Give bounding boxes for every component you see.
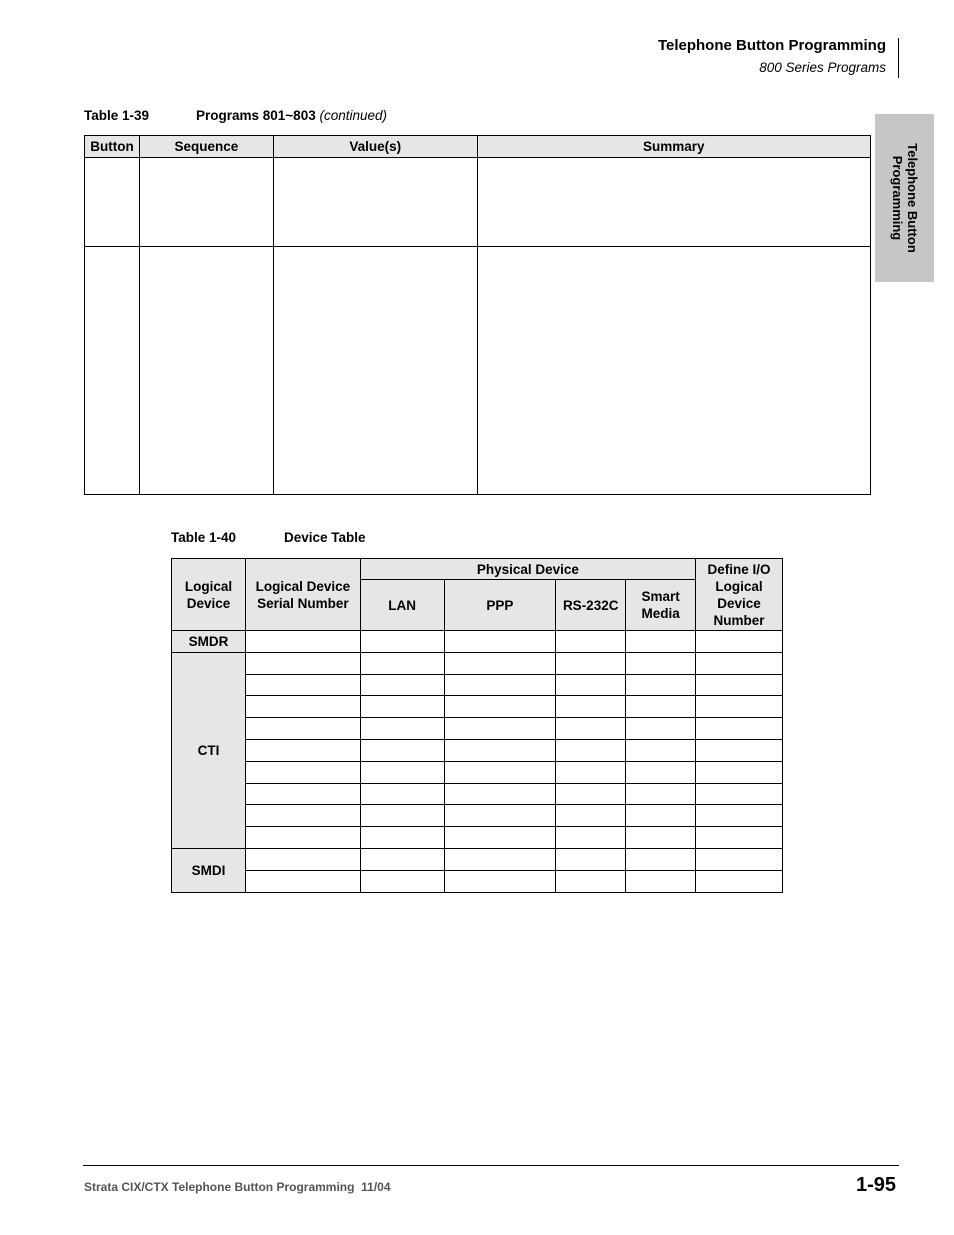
table-row-cti xyxy=(172,739,783,761)
table-cell xyxy=(245,805,360,827)
table-cell xyxy=(626,652,696,674)
table-cell xyxy=(556,783,626,805)
table-cell xyxy=(85,247,140,495)
table-row-cti xyxy=(172,674,783,696)
running-header-title: Telephone Button Programming xyxy=(657,37,886,54)
table-cell xyxy=(245,761,360,783)
table-cell xyxy=(626,870,696,892)
table-cell xyxy=(245,848,360,870)
table-cell xyxy=(245,631,360,653)
header-lan: LAN xyxy=(360,580,444,631)
table-cell xyxy=(626,783,696,805)
table-cell xyxy=(556,805,626,827)
device-table xyxy=(171,558,783,893)
table-row-cti xyxy=(172,652,783,674)
table-row-cti xyxy=(172,761,783,783)
table-cell xyxy=(444,848,556,870)
table-cell xyxy=(360,870,444,892)
side-tab-line1: Telephone Button xyxy=(904,143,920,253)
table-cell xyxy=(626,761,696,783)
table-cell xyxy=(696,739,783,761)
table-cell xyxy=(696,783,783,805)
row-label-smdr: SMDR xyxy=(172,631,246,653)
table-cell xyxy=(626,696,696,718)
table-cell xyxy=(245,870,360,892)
table-cell xyxy=(360,827,444,849)
header-smart-media: Smart Media xyxy=(626,580,696,631)
table-cell xyxy=(245,783,360,805)
table39-header-summary: Summary xyxy=(477,136,870,158)
header-ppp: PPP xyxy=(444,580,556,631)
programs-801-803-table xyxy=(84,135,871,495)
table-row-cti xyxy=(172,696,783,718)
header-serial-number: Logical Device Serial Number xyxy=(245,559,360,631)
header-logical-device: Logical Device xyxy=(172,559,246,631)
table-cell xyxy=(245,696,360,718)
table-cell xyxy=(626,848,696,870)
table-cell xyxy=(556,696,626,718)
header-rs232c: RS-232C xyxy=(556,580,626,631)
row-label-smdi: SMDI xyxy=(172,848,246,892)
table-cell xyxy=(444,761,556,783)
table-cell xyxy=(444,696,556,718)
table-cell xyxy=(245,718,360,740)
table-cell xyxy=(477,247,870,495)
table-cell xyxy=(444,783,556,805)
table-cell xyxy=(85,158,140,247)
table-cell xyxy=(626,827,696,849)
table-cell xyxy=(273,247,477,495)
table-row xyxy=(85,247,871,495)
header-divider xyxy=(898,38,899,78)
table-row-smdi xyxy=(172,870,783,892)
table-cell xyxy=(245,652,360,674)
side-tab-label xyxy=(890,143,920,253)
table-cell xyxy=(556,761,626,783)
table-cell xyxy=(360,805,444,827)
table39-caption-note: (continued) xyxy=(319,108,388,123)
table-cell xyxy=(556,718,626,740)
table40-header-row-1 xyxy=(172,559,783,580)
table39-header-row xyxy=(85,136,871,158)
table39-header-values: Value(s) xyxy=(273,136,477,158)
table-cell xyxy=(245,827,360,849)
side-tab-line2: Programming xyxy=(889,155,905,241)
table-cell xyxy=(444,870,556,892)
footer-document-title: Strata CIX/CTX Telephone Button Programming 11/04 xyxy=(84,1180,391,1194)
table39-header-button: Button xyxy=(85,136,140,158)
table40-caption-label: Table 1-40 xyxy=(171,530,237,545)
table-cell xyxy=(273,158,477,247)
table-cell xyxy=(139,158,273,247)
table-row xyxy=(85,158,871,247)
page-number: 1-95 xyxy=(855,1174,896,1196)
table39-caption-label: Table 1-39 xyxy=(84,108,150,123)
table-cell xyxy=(696,761,783,783)
table-cell xyxy=(360,718,444,740)
table-cell xyxy=(696,827,783,849)
table-cell xyxy=(556,827,626,849)
table-cell xyxy=(444,805,556,827)
table40-caption-title: Device Table xyxy=(284,530,366,545)
table-row-smdi xyxy=(172,848,783,870)
table-cell xyxy=(696,718,783,740)
table-cell xyxy=(626,718,696,740)
row-label-cti: CTI xyxy=(172,652,246,848)
table-cell xyxy=(696,848,783,870)
table-cell xyxy=(556,674,626,696)
table-cell xyxy=(444,827,556,849)
table-cell xyxy=(556,631,626,653)
table-cell xyxy=(360,631,444,653)
table-cell xyxy=(444,652,556,674)
table-cell xyxy=(556,652,626,674)
table-cell xyxy=(444,674,556,696)
table-cell xyxy=(696,674,783,696)
table-cell xyxy=(556,739,626,761)
table-cell xyxy=(360,739,444,761)
table-row-cti xyxy=(172,827,783,849)
table-cell xyxy=(477,158,870,247)
footer-divider xyxy=(83,1165,899,1166)
table-cell xyxy=(444,631,556,653)
table-cell xyxy=(626,631,696,653)
table-cell xyxy=(139,247,273,495)
table-row-cti xyxy=(172,783,783,805)
table-row-cti xyxy=(172,805,783,827)
table-row-smdr xyxy=(172,631,783,653)
table39-header-sequence: Sequence xyxy=(139,136,273,158)
table-cell xyxy=(245,674,360,696)
table-cell xyxy=(360,783,444,805)
table-cell xyxy=(696,805,783,827)
table-cell xyxy=(556,848,626,870)
table-cell xyxy=(626,805,696,827)
table-cell xyxy=(360,696,444,718)
header-define-io: Define I/O Logical Device Number xyxy=(696,559,783,631)
table-cell xyxy=(626,674,696,696)
running-header-subtitle: 800 Series Programs xyxy=(759,60,886,75)
table-cell xyxy=(360,761,444,783)
table-cell xyxy=(360,674,444,696)
table-cell xyxy=(626,739,696,761)
table-cell xyxy=(444,739,556,761)
header-physical-device: Physical Device xyxy=(360,559,695,580)
table-cell xyxy=(696,696,783,718)
table-row-cti xyxy=(172,718,783,740)
side-tab[interactable] xyxy=(875,114,934,282)
table-cell xyxy=(360,848,444,870)
table-cell xyxy=(696,870,783,892)
table-cell xyxy=(245,739,360,761)
table-cell xyxy=(696,631,783,653)
table-cell xyxy=(556,870,626,892)
table39-caption-title-group xyxy=(196,108,387,123)
table-cell xyxy=(444,718,556,740)
table-cell xyxy=(360,652,444,674)
table-cell xyxy=(696,652,783,674)
table39-caption-title: Programs 801~803 xyxy=(196,108,316,123)
